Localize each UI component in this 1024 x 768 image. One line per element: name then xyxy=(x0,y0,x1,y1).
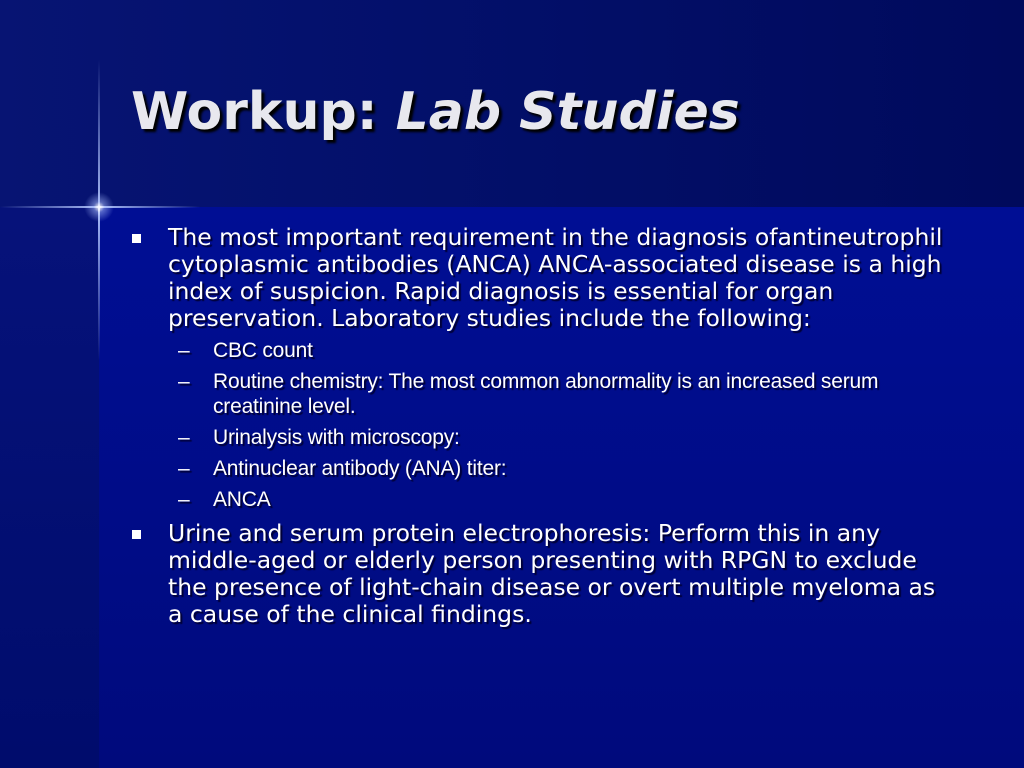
sub-item-text: Routine chemistry: The most common abnormality is an increased serum creatinine level. xyxy=(213,370,879,418)
sub-item xyxy=(131,456,951,481)
bullet-text: The most important requirement in the diagnosis ofantineutrophil cytoplasmic antibodies (ANCA) ANCA-associated disease is a high index of suspicion. Rapid diagnosis is essential for organ preservation. Laboratory studies include the following: xyxy=(168,223,943,332)
dash-icon: – xyxy=(178,488,190,511)
dash-icon: – xyxy=(178,339,190,362)
sub-item xyxy=(131,425,951,450)
sub-item-text: ANCA xyxy=(213,488,271,511)
sub-item-text: CBC count xyxy=(213,339,313,362)
dash-icon: – xyxy=(178,426,190,449)
star-flare-icon xyxy=(84,192,114,222)
slide-title-italic: Lab Studies xyxy=(395,82,740,142)
bullet-item xyxy=(131,520,951,628)
bullet-item xyxy=(131,224,951,332)
slide-title xyxy=(131,82,740,142)
bullet-text: Urine and serum protein electrophoresis: Perform this in any middle-aged or elderly person presenting with RPGN to exclude the presence of light-chain disease or overt multiple myeloma as a cause of the clinical findings. xyxy=(168,519,936,628)
sub-item-text: Antinuclear antibody (ANA) titer: xyxy=(213,457,507,480)
left-band xyxy=(0,207,99,768)
square-bullet-icon xyxy=(132,530,141,539)
sub-list xyxy=(131,338,951,512)
sub-item-text: Urinalysis with microscopy: xyxy=(213,426,460,449)
sub-item xyxy=(131,369,951,419)
sub-item xyxy=(131,338,951,363)
slide-title-plain: Workup: xyxy=(131,82,396,142)
dash-icon: – xyxy=(178,370,190,393)
sub-item xyxy=(131,487,951,512)
slide-body xyxy=(131,224,951,634)
dash-icon: – xyxy=(178,457,190,480)
square-bullet-icon xyxy=(132,234,141,243)
